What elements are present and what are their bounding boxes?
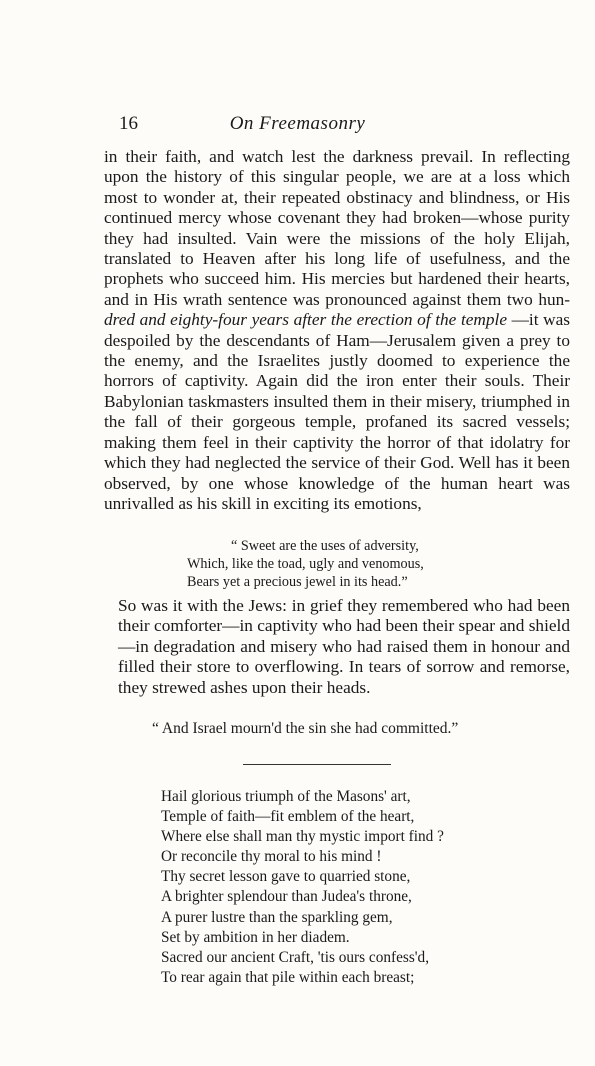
quote-line-2: Which, like the toad, ugly and venomous, xyxy=(187,556,424,572)
poem-line: Where else shall man thy mystic import find ? xyxy=(161,828,444,846)
quote-line-1: “ Sweet are the uses of adversity, xyxy=(231,538,419,554)
paragraph-2-text: So was it with the Jews: in grief they remembered who had been their comforter—in captivity who had been their spear and shield—in degradation and misery who had raised them in honour and filled their store to overflowing. In tears of sorrow and remorse, they strewed ashes upon their heads. xyxy=(118,596,570,697)
poem xyxy=(161,787,444,988)
poem-line: Or reconcile thy moral to his mind ! xyxy=(161,848,382,866)
poem-line: A purer lustre than the sparkling gem, xyxy=(161,908,393,926)
poem-line: Hail glorious triumph of the Masons' art, xyxy=(161,788,411,805)
paragraph-1-text-b: —it was despoiled by the descendants of Ham—Jerusalem given a prey to the enemy, and the Israelites justly doomed to experience the horrors of captivity. Again did the iron enter their souls. Their Babylonian taskmasters insulted them in their misery, triumphed in the fall of their gorgeous temple, profaned its sacred vessels; making them feel in their captivity the horror of that idolatry for which they had neglected the service of their God. Well has it been observed, by one whose knowledge of the human heart was unrivalled as his skill in exciting its emotions, xyxy=(104,310,570,513)
poem-line: Temple of faith—fit emblem of the heart, xyxy=(161,808,415,826)
poem-line: Set by ambition in her diadem. xyxy=(161,928,350,946)
paragraph-1 xyxy=(104,147,570,514)
poem-line: To rear again that pile within each breast; xyxy=(161,968,415,986)
paragraph-1-text-a: in their faith, and watch lest the darkness prevail. In reflecting upon the history of this singular people, we are at a loss which most to wonder at, their repeated obstinacy and blindness, or His continued mercy whose covenant they had broken—whose purity they had insulted. Vain were the missions of the holy Elijah, translated to Heaven after his long life of usefulness, and the prophets who succeed him. His mercies but hardened their hearts, and in His wrath sentence was pronounced against them two hun- xyxy=(104,147,570,309)
section-divider xyxy=(243,764,391,765)
paragraph-1-italic: dred and eighty-four years after the erection of the temple xyxy=(104,310,508,330)
quote-line-3: Bears yet a precious jewel in its head.” xyxy=(187,574,408,590)
page-number: 16 xyxy=(119,113,138,134)
paragraph-2 xyxy=(118,596,570,698)
poem-line: Sacred our ancient Craft, 'tis ours confess'd, xyxy=(161,948,430,966)
shakespeare-quote xyxy=(187,537,424,591)
poem-line: A brighter splendour than Judea's throne, xyxy=(161,888,412,906)
running-head: On Freemasonry xyxy=(229,113,366,134)
poem-line: Thy secret lesson gave to quarried stone, xyxy=(161,868,411,886)
israel-quote: “ And Israel mourn'd the sin she had committed.” xyxy=(152,720,459,737)
